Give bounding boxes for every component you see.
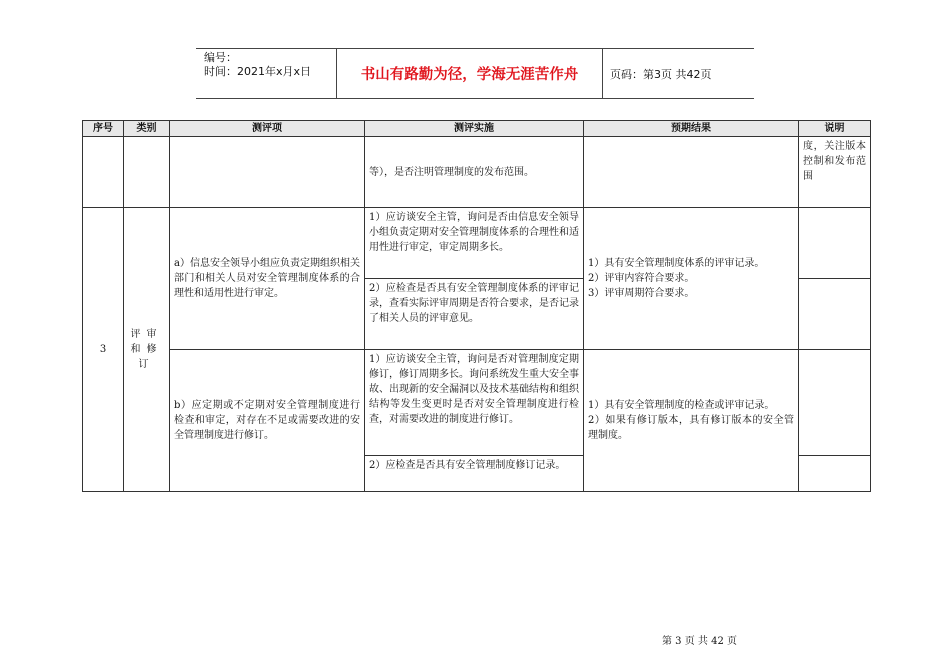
cell-empty <box>170 137 365 208</box>
col-header-implementation: 测评实施 <box>365 121 584 137</box>
cell-implementation: 等），是否注明管理制度的发布范围。 <box>365 137 584 208</box>
header-meta <box>204 51 311 79</box>
cell-implementation: 2）应检查是否具有安全管理制度体系的评审记录，查看实际评审周期是否符合要求，是否记录了相关人员的评审意见。 <box>365 279 584 350</box>
cell-number: 3 <box>83 208 124 492</box>
col-header-no: 序号 <box>83 121 124 137</box>
cell-implementation: 1）应访谈安全主管，询问是否对管理制度定期修订，修订周期多长。询问系统发生重大安全事故、出现新的安全漏洞以及技术基础结构和组织结构等发生变更时是否对安全管理制度进行检查，对需要改进的制度进行修订。 <box>365 350 584 456</box>
col-header-expected: 预期结果 <box>584 121 799 137</box>
evaluation-table <box>82 120 871 492</box>
col-header-category: 类别 <box>124 121 170 137</box>
col-header-note: 说明 <box>799 121 871 137</box>
cell-note <box>799 208 871 279</box>
cell-note: 度，关注版本控制和发布范围 <box>799 137 871 208</box>
cell-item: b）应定期或不定期对安全管理制度进行检查和审定，对存在不足或需要改进的安全管理制度进行修订。 <box>170 350 365 492</box>
cell-expected: 1）具有安全管理制度体系的评审记录。 2）评审内容符合要求。 3）评审周期符合要求。 <box>584 208 799 350</box>
cell-note <box>799 456 871 492</box>
cell-implementation: 1）应访谈安全主管，询问是否由信息安全领导小组负责定期对安全管理制度体系的合理性和适用性进行审定，审定周期多长。 <box>365 208 584 279</box>
cell-note <box>799 350 871 456</box>
cell-empty <box>584 137 799 208</box>
cell-item: a）信息安全领导小组应负责定期组织相关部门和相关人员对安全管理制度体系的合理性和适用性进行审定。 <box>170 208 365 350</box>
header-divider <box>602 49 603 98</box>
table-header-row <box>83 121 871 137</box>
cell-note <box>799 279 871 350</box>
doc-date-label: 时间：2021年x月x日 <box>204 65 312 78</box>
cell-category: 评审和修订 <box>124 208 170 492</box>
doc-number-label: 编号： <box>204 51 237 64</box>
cell-expected: 1）具有安全管理制度的检查或评审记录。 2）如果有修订版本，具有修订版本的安全管理制度。 <box>584 350 799 492</box>
cell-empty <box>124 137 170 208</box>
table-row <box>83 208 871 279</box>
cell-empty <box>83 137 124 208</box>
header-page-number: 页码：第3页 共42页 <box>610 67 712 81</box>
header-motto: 书山有路勤为径，学海无涯苦作舟 <box>360 66 579 83</box>
page-footer: 第 3 页 共 42 页 <box>662 636 737 647</box>
page-header <box>196 48 754 99</box>
table-row-continuation <box>83 137 871 208</box>
cell-implementation: 2）应检查是否具有安全管理制度修订记录。 <box>365 456 584 492</box>
col-header-item: 测评项 <box>170 121 365 137</box>
table-row <box>83 350 871 456</box>
